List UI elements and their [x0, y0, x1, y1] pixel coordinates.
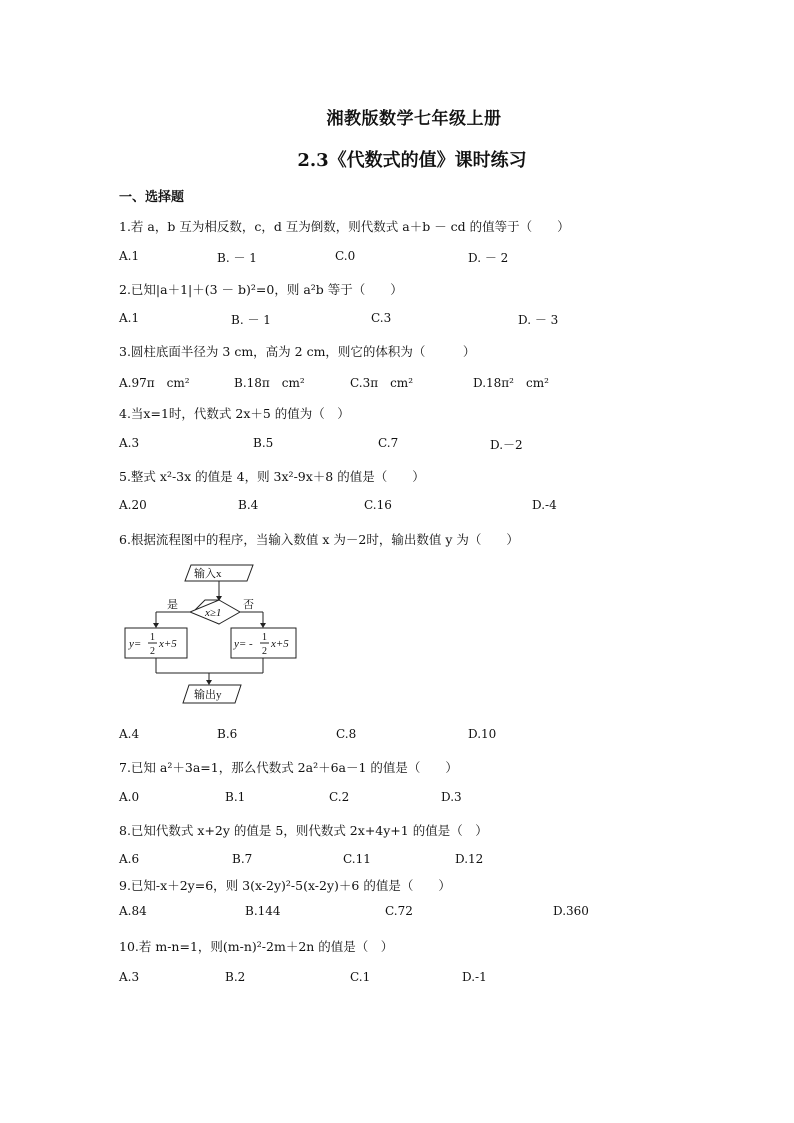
question-1-option-b: B. － 1: [217, 251, 257, 265]
question-2-option-a: A.1: [119, 311, 140, 325]
question-10-stem: 10.若 m-n=1，则(m-n)²-2m＋2n 的值是（ ）: [119, 939, 394, 954]
question-5-option-a: A.20: [119, 498, 147, 512]
question-7-option-a: A.0: [119, 790, 140, 804]
question-4-option-b: B.5: [253, 436, 274, 450]
question-9-option-a: A.84: [119, 904, 147, 918]
question-6-option-d: D.10: [468, 727, 497, 741]
question-10-option-d: D.-1: [462, 970, 487, 984]
flowchart-right-frac-num: 1: [262, 632, 267, 643]
question-5-option-d: D.-4: [532, 498, 557, 512]
flowchart-condition: x≥1: [205, 607, 222, 619]
question-8-option-a: A.6: [119, 852, 140, 866]
flowchart-right-x: x+5: [271, 638, 289, 650]
question-1-stem: 1.若 a，b 互为相反数，c，d 互为倒数，则代数式 a＋b － cd 的值等于（ ）: [119, 219, 570, 234]
page-subtitle: 2.3《代数式的值》课时练习: [297, 150, 527, 171]
flowchart-left-x: x+5: [159, 638, 177, 650]
question-3-option-b: B.18π cm²: [234, 376, 305, 390]
question-6-option-c: C.8: [336, 727, 357, 741]
question-9-stem: 9.已知-x＋2y=6，则 3(x-2y)²-5(x-2y)＋6 的值是（ ）: [119, 878, 451, 893]
flowchart-no-label: 否: [243, 599, 254, 611]
question-2-stem: 2.已知|a＋1|＋(3 － b)²=0，则 a²b 等于（ ）: [119, 282, 403, 297]
flowchart: [120, 563, 310, 713]
question-5-stem: 5.整式 x²-3x 的值是 4，则 3x²-9x＋8 的值是（ ）: [119, 469, 425, 484]
flowchart-arrowhead: [260, 623, 266, 628]
question-6-option-a: A.4: [119, 727, 140, 741]
question-7-option-b: B.1: [225, 790, 246, 804]
question-3-option-d: D.18π² cm²: [473, 376, 549, 390]
section-heading: 一、选择题: [119, 190, 185, 205]
question-7-option-d: D.3: [441, 790, 462, 804]
question-2-option-d: D. － 3: [518, 313, 559, 327]
question-4-option-a: A.3: [119, 436, 140, 450]
flowchart-input-label: 输入x: [194, 568, 222, 580]
question-4-stem: 4.当x=1时，代数式 2x＋5 的值为（ ）: [119, 406, 350, 421]
question-8-stem: 8.已知代数式 x+2y 的值是 5，则代数式 2x+4y+1 的值是（ ）: [119, 823, 488, 838]
question-6-stem: 6.根据流程图中的程序，当输入数值 x 为－2时，输出数值 y 为（ ）: [119, 532, 519, 547]
flowchart-arrowhead: [153, 623, 159, 628]
page-title: 湘教版数学七年级上册: [326, 109, 502, 129]
question-8-option-c: C.11: [343, 852, 371, 866]
question-9-option-d: D.360: [553, 904, 589, 918]
question-6-option-b: B.6: [217, 727, 238, 741]
question-10-option-c: C.1: [350, 970, 371, 984]
question-4-option-d: D.－2: [490, 438, 523, 452]
question-5-option-c: C.16: [364, 498, 392, 512]
flowchart-output-label: 输出y: [194, 689, 222, 701]
question-1-option-d: D. － 2: [468, 251, 509, 265]
flowchart-yes-label: 是: [167, 599, 178, 611]
flowchart-right-frac-den: 2: [262, 646, 267, 657]
question-2-option-c: C.3: [371, 311, 392, 325]
question-7-stem: 7.已知 a²＋3a=1，那么代数式 2a²＋6a－1 的值是（ ）: [119, 760, 458, 775]
flowchart-left-y: y=: [129, 638, 142, 650]
question-3-stem: 3.圆柱底面半径为 3 cm，高为 2 cm，则它的体积为（ ）: [119, 344, 476, 359]
flowchart-right-y: y= -: [234, 638, 253, 650]
question-8-option-b: B.7: [232, 852, 253, 866]
question-3-option-a: A.97π cm²: [119, 376, 190, 390]
question-1-option-a: A.1: [119, 249, 140, 263]
question-10-option-b: B.2: [225, 970, 246, 984]
flowchart-left-frac-num: 1: [150, 632, 155, 643]
flowchart-left-frac-den: 2: [150, 646, 155, 657]
question-9-option-b: B.144: [245, 904, 281, 918]
question-3-option-c: C.3π cm²: [350, 376, 414, 390]
question-7-option-c: C.2: [329, 790, 350, 804]
question-10-option-a: A.3: [119, 970, 140, 984]
question-4-option-c: C.7: [378, 436, 399, 450]
question-5-option-b: B.4: [238, 498, 259, 512]
question-9-option-c: C.72: [385, 904, 413, 918]
question-8-option-d: D.12: [455, 852, 484, 866]
question-1-option-c: C.0: [335, 249, 356, 263]
question-2-option-b: B. － 1: [231, 313, 271, 327]
flowchart-arrowhead: [206, 680, 212, 685]
